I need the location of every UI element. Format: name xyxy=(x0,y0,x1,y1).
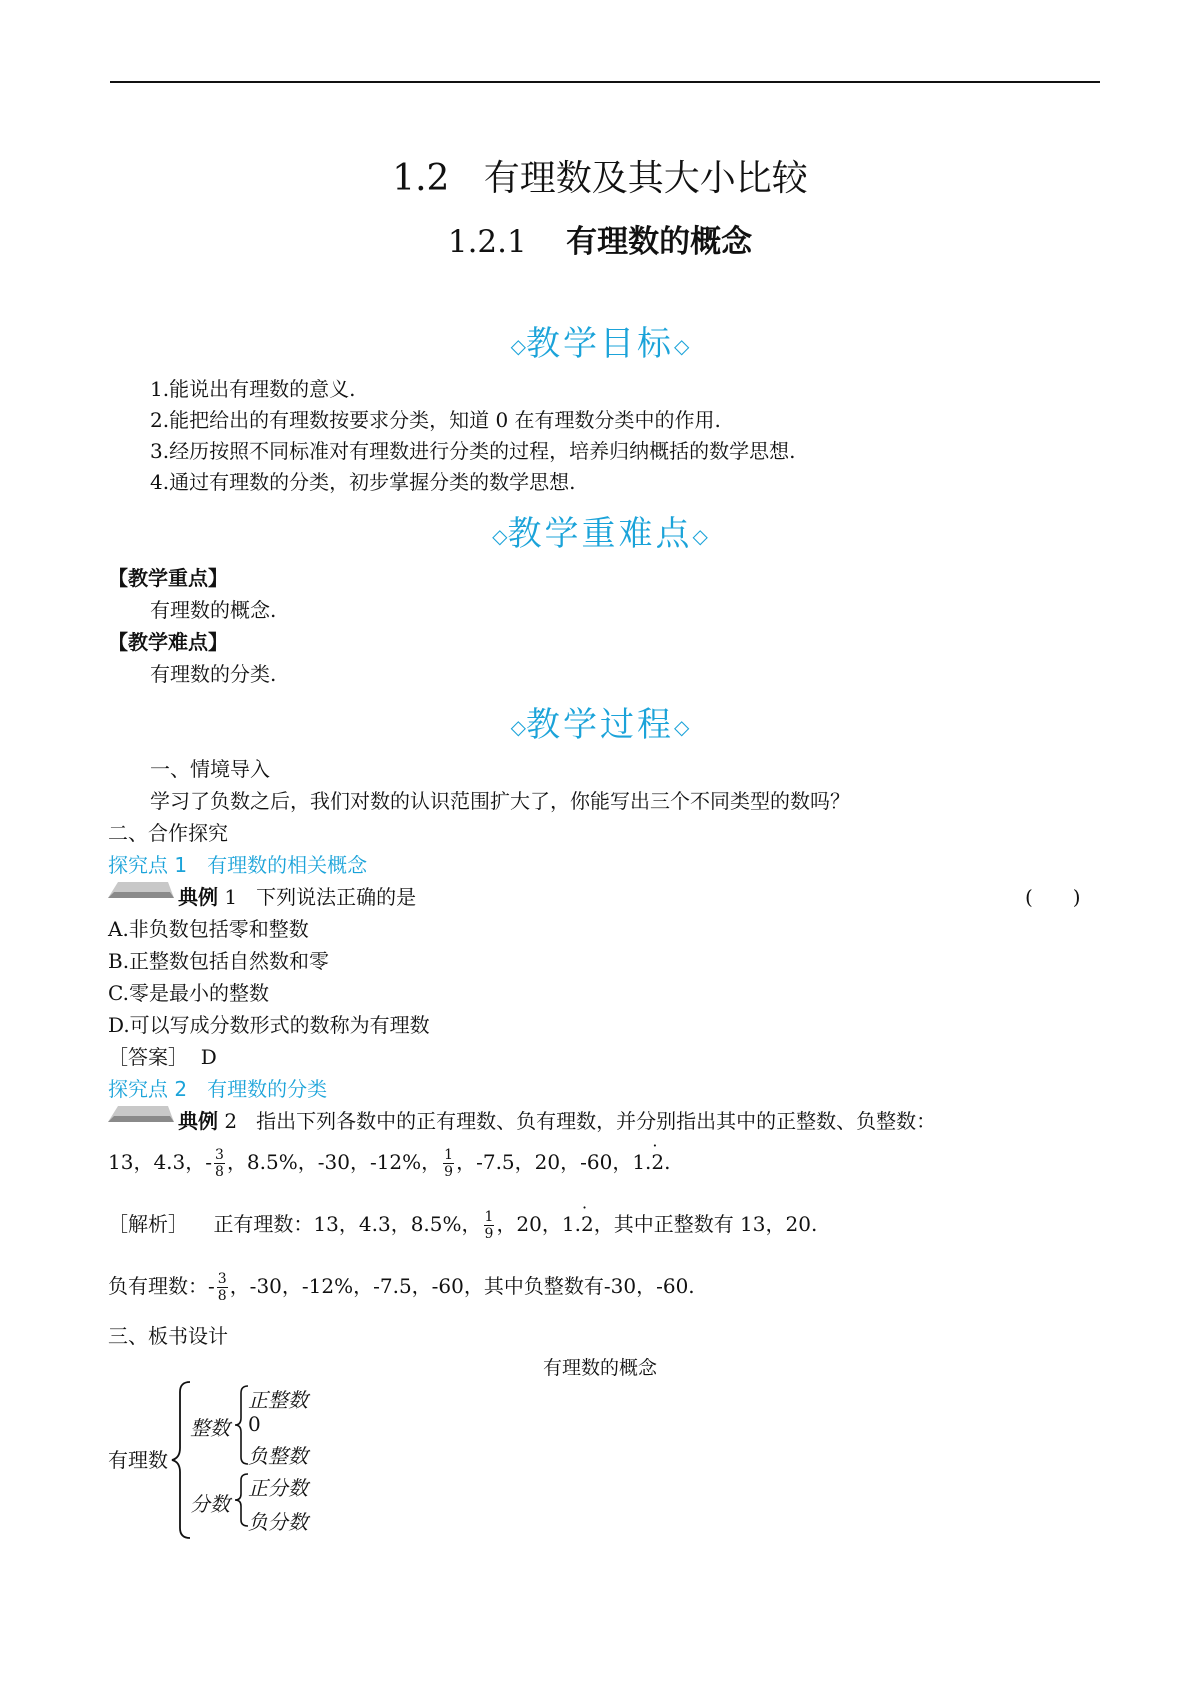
key-text: 有理数的概念. xyxy=(150,598,277,622)
example-2-numbers: 13，4.3，- $\frac{3}{8}$ ，8.5%，-30，-12%， $\frac{1}{9}$ ，-7.5，20，-60，1.· 2. xyxy=(108,1146,671,1180)
step2-title: 二、合作探究 xyxy=(108,821,228,845)
example-banner-icon xyxy=(108,1104,178,1124)
example-banner-icon xyxy=(108,880,178,900)
goal-item: 4.通过有理数的分类，初步掌握分类的数学思想. xyxy=(150,470,576,494)
example-2: 典例 2 指出下列各数中的正有理数、负有理数，并分别指出其中的正整数、负整数： xyxy=(178,1109,937,1133)
board-positive-fraction: 正分数 xyxy=(248,1476,308,1500)
goal-item: 2.能把给出的有理数按要求分类，知道 0 在有理数分类中的作用. xyxy=(150,408,721,432)
board-fraction: 分数 xyxy=(190,1492,230,1516)
diamond-icon: ◇ xyxy=(510,715,526,739)
example-1-answer: ［答案］ D xyxy=(108,1045,217,1069)
board-root: 有理数 xyxy=(108,1448,168,1472)
header-rule xyxy=(110,81,1100,83)
answer-bracket: ( ) xyxy=(1025,885,1081,909)
board-negative-fraction: 负分数 xyxy=(248,1510,308,1534)
board-negative-integer: 负整数 xyxy=(248,1444,308,1468)
board-zero: 0 xyxy=(248,1412,261,1436)
key-label: 【教学重点】 xyxy=(108,566,228,590)
page-subtitle: 1.2.1 有理数的概念 xyxy=(447,224,753,260)
diamond-icon: ◇ xyxy=(492,524,508,548)
step3-title: 三、板书设计 xyxy=(108,1324,228,1348)
option-a: A.非负数包括零和整数 xyxy=(108,917,309,941)
diamond-icon: ◇ xyxy=(692,524,708,548)
board-integer: 整数 xyxy=(190,1416,230,1440)
diamond-icon: ◇ xyxy=(674,715,690,739)
difficult-text: 有理数的分类. xyxy=(150,662,277,686)
explore-point-1: 探究点 1 有理数的相关概念 xyxy=(108,853,368,877)
board-title: 有理数的概念 xyxy=(542,1357,657,1379)
page-title: 1.2 有理数及其大小比较 xyxy=(392,158,808,199)
step1-text: 学习了负数之后，我们对数的认识范围扩大了，你能写出三个不同类型的数吗？ xyxy=(150,789,850,813)
difficult-label: 【教学难点】 xyxy=(108,630,228,654)
explore-point-2: 探究点 2 有理数的分类 xyxy=(108,1077,328,1101)
section-heading-process: ◇教学过程◇ xyxy=(510,705,690,745)
board-positive-integer: 正整数 xyxy=(248,1388,308,1412)
step1-title: 一、情境导入 xyxy=(150,757,270,781)
diamond-icon: ◇ xyxy=(510,334,526,358)
analysis-negative: 负有理数：- $\frac{3}{8}$ ，-30，-12%，-7.5，-60，其中负整数有-30，-60. xyxy=(108,1271,695,1304)
section-heading-key-points: ◇教学重难点◇ xyxy=(492,514,708,554)
example-1: 典例 1 下列说法正确的是 xyxy=(178,885,417,909)
goal-item: 3.经历按照不同标准对有理数进行分类的过程，培养归纳概括的数学思想. xyxy=(150,439,796,463)
analysis-positive: ［解析］ 正有理数：13，4.3，8.5%， $\frac{1}{9}$ ，20，1.· 2，其中正整数有 13，20. xyxy=(108,1208,817,1242)
option-c: C.零是最小的整数 xyxy=(108,981,269,1005)
section-heading-goals: ◇教学目标◇ xyxy=(510,324,690,364)
goal-item: 1.能说出有理数的意义. xyxy=(150,377,356,401)
option-d: D.可以写成分数形式的数称为有理数 xyxy=(108,1013,430,1037)
option-b: B.正整数包括自然数和零 xyxy=(108,949,330,973)
diamond-icon: ◇ xyxy=(674,334,690,358)
